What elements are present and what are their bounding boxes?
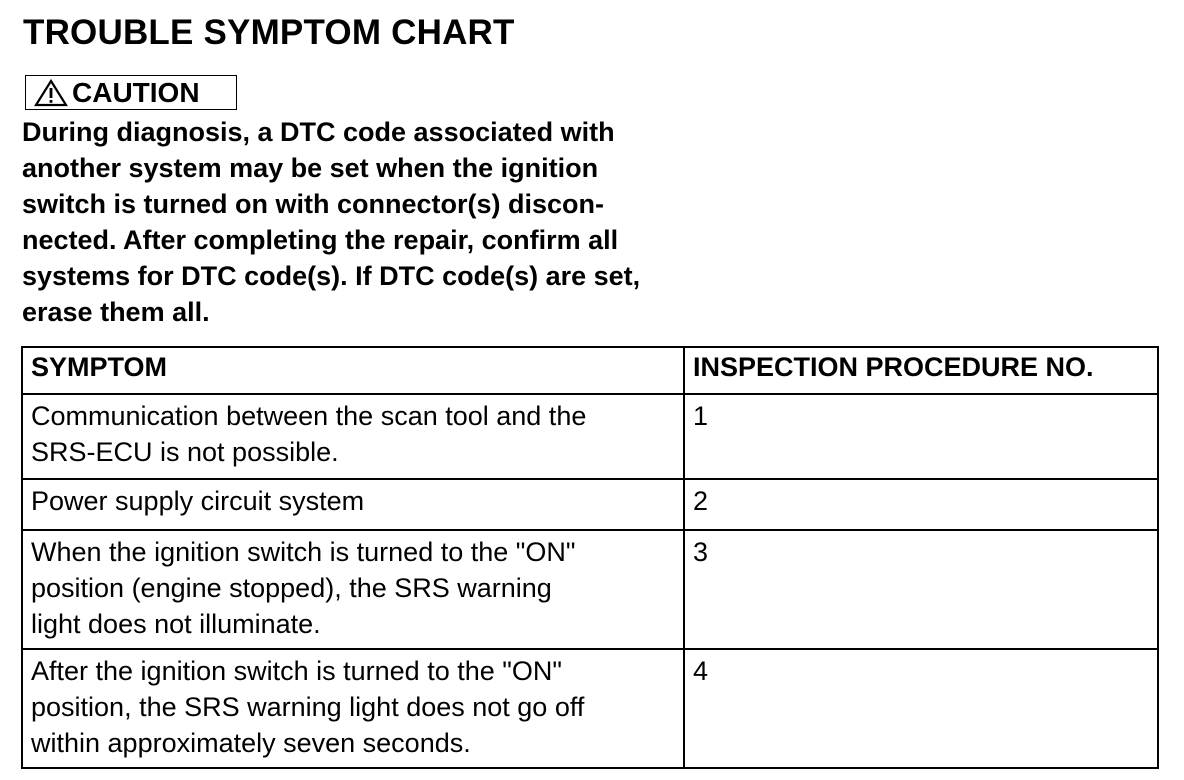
procedure-cell: 1 [684,394,1158,479]
table-row [22,530,1158,649]
symptom-line: position, the SRS warning light does not go off [31,692,585,722]
header-symptom: SYMPTOM [22,347,684,394]
caution-text-line: systems for DTC code(s). If DTC code(s) are set, [22,261,641,291]
caution-badge [25,75,237,110]
symptom-line: within approximately seven seconds. [31,728,471,758]
procedure-cell: 4 [684,649,1158,768]
table-header-row [22,347,1158,394]
symptom-line: When the ignition switch is turned to the "ON" [31,537,576,567]
symptom-line: position (engine stopped), the SRS warning [31,573,552,603]
warning-triangle-icon [34,79,68,107]
symptom-cell [22,530,684,649]
symptom-cell [22,394,684,479]
symptom-line: light does not illuminate. [31,609,321,639]
header-inspection-procedure: INSPECTION PROCEDURE NO. [684,347,1158,394]
symptom-table [21,346,1159,769]
caution-text-line: switch is turned on with connector(s) discon- [22,189,605,219]
table-row [22,479,1158,530]
table-row [22,649,1158,768]
caution-text-line: nected. After completing the repair, confirm all [22,225,619,255]
procedure-cell: 2 [684,479,1158,530]
symptom-cell [22,649,684,768]
caution-text-line: another system may be set when the ignition [22,153,599,183]
symptom-line: Communication between the scan tool and the [31,401,587,431]
caution-text-line: erase them all. [22,297,210,327]
caution-text-line: During diagnosis, a DTC code associated with [22,117,615,147]
symptom-line: Power supply circuit system [31,486,365,516]
page-title: TROUBLE SYMPTOM CHART [23,13,515,52]
symptom-cell [22,479,684,530]
table-row [22,394,1158,479]
procedure-cell: 3 [684,530,1158,649]
caution-text [22,114,732,330]
symptom-line: After the ignition switch is turned to the "ON" [31,656,562,686]
caution-label: CAUTION [72,76,200,108]
symptom-line: SRS-ECU is not possible. [31,437,339,467]
